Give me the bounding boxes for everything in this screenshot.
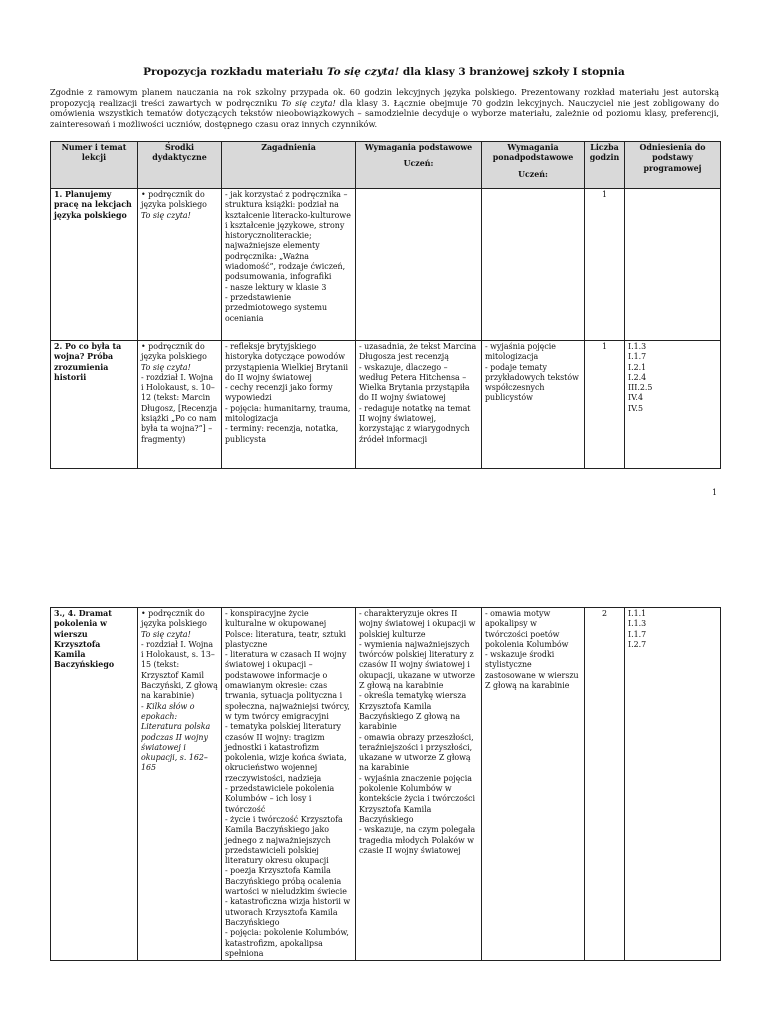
row-references [625, 189, 721, 341]
row-basic-requirements: - uzasadnia, że tekst Marcina Długosza jest recenzją - wskazuje, dlaczego – według Petera Hitchensa – Wielka Brytania przystąpiła do II wojny światowej - redaguje notatkę na temat II wojny światowej, korzystając z wiarygodnych źródeł informacji [356, 341, 482, 469]
row-resources: • podręcznik do języka polskiego To się czyta! - rozdział I. Wojna i Holokaust, s. 10–12 (tekst: Marcin Długosz, [Recenzja książki „Po co nam była ta wojna?”] – fragmenty) [138, 341, 222, 469]
row-references: I.1.3 I.1.7 I.2.1 I.2.4 III.2.5 IV.4 IV.5 [625, 341, 721, 469]
row-issues: - refleksje brytyjskiego historyka dotyczące powodów przystąpienia Wielkiej Brytanii do II wojny światowej - cechy recenzji jako formy wypowiedzi - pojęcia: humanitarny, trauma, mitologizacja - terminy: recenzja, notatka, publicysta [222, 341, 356, 469]
header-topic: Numer i temat lekcji [51, 142, 138, 189]
lesson-plan-table-continued [50, 607, 721, 961]
row-advanced-requirements: - omawia motyw apokalipsy w twórczości poetów pokolenia Kolumbów - wskazuje środki stylistyczne zastosowane w wierszu Z głową na karabinie [482, 608, 585, 961]
page-number: 1 [712, 488, 718, 497]
row-advanced-requirements: - wyjaśnia pojęcie mitologizacja - podaje tematy przykładowych tekstów współczesnych publicystów [482, 341, 585, 469]
row-hours: 2 [585, 608, 625, 961]
row-topic: 2. Po co była ta wojna? Próba zrozumienia historii [51, 341, 138, 469]
table-row [51, 608, 721, 961]
header-advanced-requirements: Wymagania ponadpodstawowe Uczeń: [482, 142, 585, 189]
row-hours: 1 [585, 341, 625, 469]
row-topic: 3., 4. Dramat pokolenia w wierszu Krzysztofa Kamila Baczyńskiego [51, 608, 138, 961]
header-basic-requirements: Wymagania podstawowe Uczeń: [356, 142, 482, 189]
table-row [51, 341, 721, 469]
row-advanced-requirements [482, 189, 585, 341]
row-references: I.1.1 I.1.3 I.1.7 I.2.7 [625, 608, 721, 961]
row-issues: - konspiracyjne życie kulturalne w okupowanej Polsce: literatura, teatr, sztuki plastyczne - literatura w czasach II wojny światowej i okupacji – podstawowe informacje o omawianym okresie: czas trwania, sytuacja polityczna i społeczna, najważniejsi twórcy, w tym twórcy emigracyjni - tematyka polskiej literatury czasów II wojny: tragizm jednostki i katastrofizm pokolenia, wizje końca świata, okrucieństwo wojennej rzeczywistości, nadzieja - przedstawiciele pokolenia Kolumbów – ich losy i twórczość - życie i twórczość Krzysztofa Kamila Baczyńskiego jako jednego z najważniejszych przedstawicieli polskiej literatury okresu okupacji - poezja Krzysztofa Kamila Baczyńskiego próbą ocalenia wartości w nieludzkim świecie - katastroficzna wizja historii w utworach Krzysztofa Kamila Baczyńskiego - pojęcia: pokolenie Kolumbów, katastrofizm, apokalipsa spełniona [222, 608, 356, 961]
header-issues: Zagadnienia [222, 142, 356, 189]
lesson-plan-table [50, 141, 721, 469]
row-hours: 1 [585, 189, 625, 341]
header-hours: Liczba godzin [585, 142, 625, 189]
row-topic: 1. Planujemy pracę na lekcjach języka polskiego [51, 189, 138, 341]
document-title: Propozycja rozkładu materiału To się czyta! dla klasy 3 branżowej szkoły I stopnia [143, 66, 625, 78]
row-resources: • podręcznik do języka polskiego To się czyta! [138, 189, 222, 341]
table-header-row [51, 142, 721, 189]
row-basic-requirements [356, 189, 482, 341]
header-resources: Środki dydaktyczne [138, 142, 222, 189]
row-resources: • podręcznik do języka polskiego To się czyta! - rozdział I. Wojna i Holokaust, s. 13–15 (tekst: Krzysztof Kamil Baczyński, Z głową na karabinie) - Kilka słów o epokach: Literatura polska podczas II wojny światowej i okupacji, s. 162–165 [138, 608, 222, 961]
table-row [51, 189, 721, 341]
intro-paragraph: Zgodnie z ramowym planem nauczania na rok szkolny przypada ok. 60 godzin lekcyjnych języka polskiego. Prezentowany rozkład materiału jest autorską propozycją realizacji treści zawartych w podręczniku To się czyta! dla klasy 3. Łącznie obejmuje 70 godzin lekcyjnych. Nauczyciel nie jest zobligowany do omówienia wszystkich tematów dotyczących tekstów nieobowiązkowych – samodzielnie decyduje o wyborze materiału, zależnie od poziomu klasy, preferencji, zainteresowań i możliwości uczniów, dostępnego czasu oraz innych czynników. [50, 87, 719, 129]
header-references: Odniesienia do podstawy programowej [625, 142, 721, 189]
row-basic-requirements: - charakteryzuje okres II wojny światowej i okupacji w polskiej kulturze - wymienia najważniejszych twórców polskiej literatury z czasów II wojny światowej i okupacji, ukazane w utworze Z głową na karabinie - określa tematykę wiersza Krzysztofa Kamila Baczyńskiego Z głową na karabinie - omawia obrazy przeszłości, teraźniejszości i przyszłości, ukazane w utworze Z głową na karabinie - wyjaśnia znaczenie pojęcia pokolenie Kolumbów w kontekście życia i twórczości Krzysztofa Kamila Baczyńskiego - wskazuje, na czym polegała tragedia młodych Polaków w czasie II wojny światowej [356, 608, 482, 961]
row-issues: - jak korzystać z podręcznika – struktura książki: podział na kształcenie literacko-kulturowe i kształcenie językowe, strony historycznoliterackie; najważniejsze elementy podręcznika: „Ważna wiadomość”, rodzaje ćwiczeń, podsumowania, infografiki - nasze lektury w klasie 3 - przedstawienie przedmiotowego systemu oceniania [222, 189, 356, 341]
